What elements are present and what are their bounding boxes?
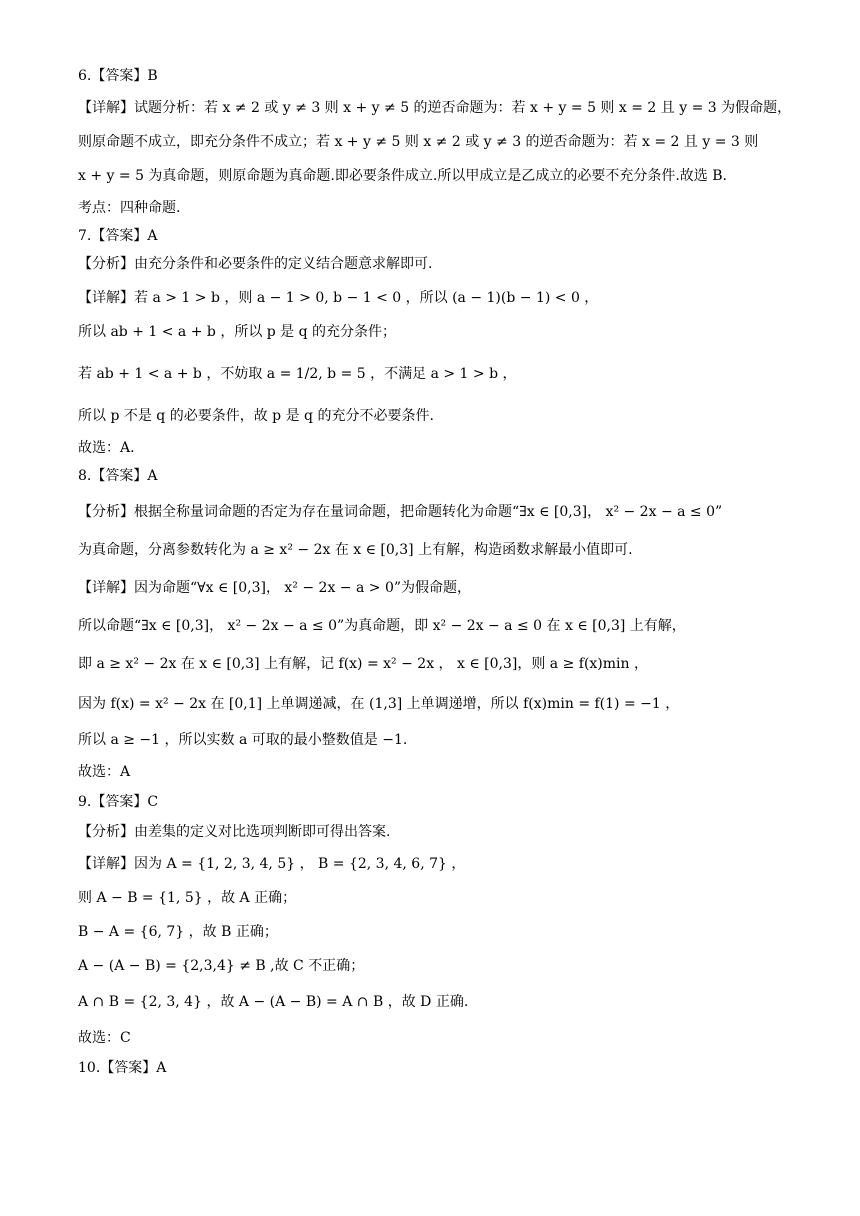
q8-answer: 8.【答案】A xyxy=(78,468,158,484)
q8-detail-4: 因为 f(x) = x² − 2x 在 [0,1] 上单调递减，在 (1,3] 上单调递增，所以 f(x)min = f(1) = −1 ， xyxy=(78,696,680,712)
q6-answer: 6.【答案】B xyxy=(78,68,158,84)
q8-detail-1: 【详解】因为命题“∀x ∈ [0,3]， x² − 2x − a > 0”为假命题， xyxy=(78,580,472,596)
q8-detail-5: 所以 a ≥ −1 ，所以实数 a 可取的最小整数值是 −1. xyxy=(78,732,408,748)
q8-analysis-1: 【分析】根据全称量词命题的否定为存在量词命题，把命题转化为命题“∃x ∈ [0,3]， x² − 2x − a ≤ 0” xyxy=(78,504,723,520)
q9-detail-3: B − A = {6, 7} ，故 B 正确； xyxy=(78,924,278,940)
q7-choice: 故选：A. xyxy=(78,440,135,456)
q9-choice: 故选：C xyxy=(78,1030,131,1046)
q7-answer: 7.【答案】A xyxy=(78,228,158,244)
q8-detail-3: 即 a ≥ x² − 2x 在 x ∈ [0,3] 上有解，记 f(x) = x² − 2x ， x ∈ [0,3]，则 a ≥ f(x)min ， xyxy=(78,656,648,672)
q7-detail-3: 若 ab + 1 < a + b ，不妨取 a = 1/2, b = 5 ，不满足 a > 1 > b ， xyxy=(78,366,517,382)
q6-topic: 考点：四种命题. xyxy=(78,200,181,216)
q9-detail-2: 则 A − B = {1, 5} ，故 A 正确； xyxy=(78,890,297,906)
q6-detail-2: 则原命题不成立，即充分条件不成立；若 x + y ≠ 5 则 x ≠ 2 或 y ≠ 3 的逆否命题为：若 x = 2 且 y = 3 则 xyxy=(78,134,759,150)
q8-detail-2: 所以命题“∃x ∈ [0,3]， x² − 2x − a ≤ 0”为真命题，即 x² − 2x − a ≤ 0 在 x ∈ [0,3] 上有解， xyxy=(78,618,686,634)
q9-answer: 9.【答案】C xyxy=(78,794,159,810)
q9-detail-1: 【详解】因为 A = {1, 2, 3, 4, 5} ， B = {2, 3, 4, 6, 7} ， xyxy=(78,856,466,872)
q7-detail-4: 所以 p 不是 q 的必要条件，故 p 是 q 的充分不必要条件. xyxy=(78,408,434,424)
q8-analysis-2: 为真命题，分离参数转化为 a ≥ x² − 2x 在 x ∈ [0,3] 上有解，构造函数求解最小值即可. xyxy=(78,542,633,558)
q10-answer: 10.【答案】A xyxy=(78,1060,167,1076)
q7-analysis: 【分析】由充分条件和必要条件的定义结合题意求解即可. xyxy=(78,256,433,272)
q9-detail-5: A ∩ B = {2, 3, 4} ，故 A − (A − B) = A ∩ B ，故 D 正确. xyxy=(78,994,469,1010)
q8-choice: 故选：A xyxy=(78,764,131,780)
q9-detail-4: A − (A − B) = {2,3,4} ≠ B ,故 C 不正确； xyxy=(78,958,365,974)
q6-detail-3: x + y = 5 为真命题，则原命题为真命题.即必要条件成立.所以甲成立是乙成立的必要不充分条件.故选 B. xyxy=(78,168,727,184)
q6-detail-1: 【详解】试题分析：若 x ≠ 2 或 y ≠ 3 则 x + y ≠ 5 的逆否命题为：若 x + y = 5 则 x = 2 且 y = 3 为假命题， xyxy=(78,100,792,116)
q7-detail-2: 所以 ab + 1 < a + b ，所以 p 是 q 的充分条件； xyxy=(78,324,397,340)
q7-detail-1: 【详解】若 a > 1 > b ，则 a − 1 > 0, b − 1 < 0 ，所以 (a − 1)(b − 1) < 0 ， xyxy=(78,290,599,306)
q9-analysis: 【分析】由差集的定义对比选项判断即可得出答案. xyxy=(78,824,391,840)
